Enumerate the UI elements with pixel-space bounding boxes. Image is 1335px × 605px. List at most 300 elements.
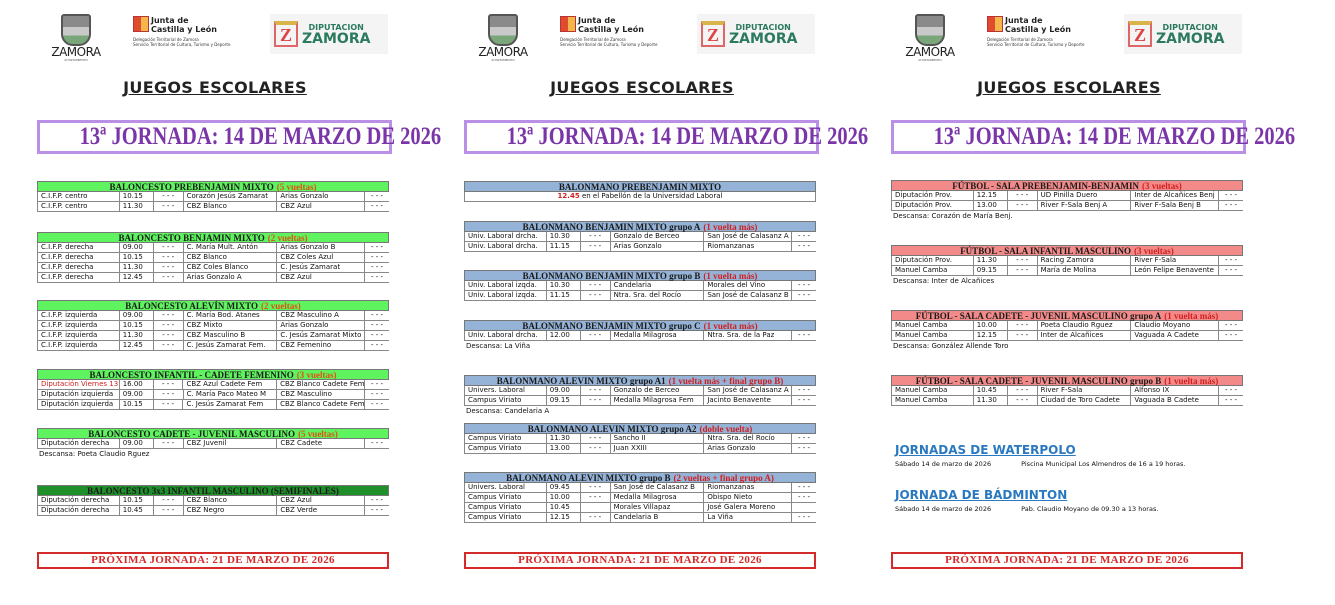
score-cell: - - - (1225, 396, 1238, 404)
table-row (37, 311, 389, 321)
diputacion-line2: ZAMORA (1156, 30, 1225, 47)
home-team-cell: C. Jesús Zamarat Fem (183, 400, 277, 409)
home-team-cell: Medalla Milagrosa Fem (611, 396, 705, 405)
home-team-cell: María de Molina (1038, 266, 1132, 275)
separator-cell: - - - (581, 396, 611, 405)
time-cell: 10.45 (547, 503, 581, 512)
junta-subtitle (560, 37, 700, 47)
score-cell: - - - (798, 434, 811, 442)
home-team-cell: Gonzalo de Berceo (611, 386, 705, 395)
time-cell: 09.00 (120, 243, 154, 252)
table-row (37, 506, 389, 516)
separator-cell (581, 503, 611, 512)
table-row (464, 483, 816, 493)
section-title: BALONMANO BENJAMIN MIXTO grupo C (522, 321, 701, 331)
away-team-cell: Vaguada A Cadete (1131, 331, 1219, 340)
jornada-title: 13ª JORNADA: 14 DE MARZO DE 2026 (933, 123, 1296, 150)
section-rounds: (2 vueltas) (267, 233, 308, 243)
table-row (37, 202, 389, 212)
away-team-cell: Ntra. Sra. de la Paz (704, 331, 792, 340)
separator-cell: - - - (1008, 201, 1038, 210)
table-row (37, 192, 389, 202)
score-cell: - - - (798, 232, 811, 240)
table-row (37, 321, 389, 331)
venue-cell: Diputación Viernes 13 (38, 380, 120, 389)
venue-cell: Univ. Laboral izqda. (465, 291, 547, 300)
score-cell: - - - (371, 263, 384, 271)
table-row (464, 503, 816, 513)
away-team-cell: CBZ Azul (277, 273, 365, 282)
score-cell: - - - (798, 396, 811, 404)
time-cell: 13.00 (547, 444, 581, 453)
separator-cell: - - - (154, 321, 184, 330)
logo-zamora-text: ZAMORA (51, 45, 101, 59)
section-title: BALONCESTO 3x3 INFANTIL MASCULINO (SEMIFINALES) (87, 486, 339, 496)
home-team-cell: CBZ Coles Blanco (184, 263, 278, 272)
venue-cell: Univers. Laboral (465, 483, 547, 492)
logo-junta-castilla-leon (560, 16, 700, 47)
table-row (891, 256, 1243, 266)
venue-cell: Univ. Laboral drcha. (465, 331, 547, 340)
page-heading: JUEGOS ESCOLARES (123, 78, 307, 97)
diputacion-name (729, 23, 797, 46)
score-cell: - - - (798, 242, 811, 250)
diputacion-emblem-icon: Z (274, 21, 298, 47)
away-team-cell: Arias Gonzalo (704, 444, 792, 453)
single-time: 12.45 (557, 192, 580, 200)
away-team-cell: San José de Calasanz B (704, 291, 792, 300)
score-cell (792, 503, 816, 512)
score-cell: - - - (371, 253, 384, 261)
next-jornada-banner: PRÓXIMA JORNADA: 21 DE MARZO DE 2026 (464, 552, 816, 569)
diputacion-line1: DIPUTACION (308, 22, 364, 32)
junta-line1: Junta de (578, 16, 616, 25)
separator-cell: - - - (581, 281, 611, 290)
home-team-cell: CBZ Negro (184, 506, 278, 515)
event-detail: Pab. Claudio Moyano de 09.30 a 13 horas. (1021, 505, 1159, 513)
junta-sub2: Servicio Territorial de Cultura, Turismo y Deporte (560, 42, 658, 47)
separator-cell: - - - (154, 273, 184, 282)
section-rounds: (doble vuelta) (699, 424, 753, 434)
separator-cell: - - - (154, 311, 184, 320)
diputacion-name (1156, 23, 1224, 46)
away-team-cell: CBZ Blanco Cadete Fem (277, 380, 365, 389)
time-cell: 11.30 (120, 202, 154, 211)
home-team-cell: Medalla Milagrosa (611, 493, 705, 502)
separator-cell: - - - (581, 331, 611, 340)
home-team-cell: C. María Mult. Antón (184, 243, 278, 252)
time-cell: 11.30 (120, 331, 154, 340)
venue-cell: Campus Viriato (465, 503, 547, 512)
section-header (464, 320, 816, 331)
home-team-cell: Medalla Milagrosa (611, 331, 705, 340)
separator-cell: - - - (154, 506, 184, 515)
time-cell: 09.15 (547, 396, 581, 405)
score-cell: - - - (798, 444, 811, 452)
rest-note: Descansa: Inter de Alcañices (893, 277, 995, 285)
away-team-cell: Arias Gonzalo (277, 321, 365, 330)
junta-line1: Junta de (1005, 16, 1043, 25)
section-title: FÚTBOL - SALA PREBENJAMIN-BENJAMIN (952, 181, 1140, 191)
section-rounds: (1 vuelta más) (703, 222, 758, 232)
score-cell: - - - (371, 439, 384, 447)
junta-flag-icon (133, 16, 149, 32)
schedule-section (37, 369, 389, 410)
rest-note: Descansa: González Allende Toro (893, 342, 1009, 350)
table-row (464, 386, 816, 396)
away-team-cell: La Viña (704, 513, 792, 522)
next-jornada-banner: PRÓXIMA JORNADA: 21 DE MARZO DE 2026 (37, 552, 389, 569)
section-rounds: (5 vueltas) (298, 429, 338, 439)
table-row (37, 400, 389, 410)
separator-cell: - - - (581, 444, 611, 453)
home-team-cell: CBZ Juvenil (184, 439, 278, 448)
junta-sub2: Servicio Territorial de Cultura, Turismo y Deporte (987, 42, 1085, 47)
event-title: JORNADA DE BÁDMINTON (895, 488, 1068, 502)
away-team-cell: C. Jesús Zamarat Mixto (277, 331, 365, 340)
jornada-title: 13ª JORNADA: 14 DE MARZO DE 2026 (506, 123, 869, 150)
away-team-cell: Morales del Vino (704, 281, 792, 290)
separator-cell: - - - (1008, 331, 1038, 340)
junta-name (151, 16, 217, 34)
away-team-cell: CBZ Coles Azul (277, 253, 365, 262)
junta-sub2: Servicio Territorial de Cultura, Turismo y Deporte (133, 42, 231, 47)
junta-name (1005, 16, 1071, 34)
single-info-row (464, 192, 816, 202)
section-header (464, 472, 816, 483)
time-cell: 11.30 (974, 256, 1008, 265)
logo-zamora-sub: AYUNTAMIENTO (918, 58, 942, 62)
section-header (464, 270, 816, 281)
junta-flag-icon (560, 16, 576, 32)
separator-cell: - - - (581, 291, 611, 300)
venue-cell: Diputación Prov. (892, 191, 974, 200)
home-team-cell: River F-Sala (1038, 386, 1132, 395)
diputacion-emblem-icon: Z (1128, 21, 1152, 47)
separator-cell: - - - (154, 380, 184, 389)
separator-cell: - - - (154, 439, 184, 448)
time-cell: 12.15 (547, 513, 581, 522)
home-team-cell: CBZ Masculino B (184, 331, 278, 340)
separator-cell: - - - (1008, 256, 1038, 265)
venue-cell: C.I.F.P. izquierda (38, 331, 120, 340)
event-title: JORNADAS DE WATERPOLO (895, 443, 1076, 457)
score-cell: - - - (371, 380, 384, 388)
time-cell: 11.15 (547, 242, 581, 251)
junta-line1: Junta de (151, 16, 189, 25)
score-cell: - - - (1225, 266, 1238, 274)
time-cell: 12.45 (120, 273, 154, 282)
away-team-cell: Arias Gonzalo (277, 192, 365, 201)
next-jornada-banner: PRÓXIMA JORNADA: 21 DE MARZO DE 2026 (891, 552, 1243, 569)
score-cell: - - - (798, 281, 811, 289)
time-cell: 10.45 (974, 386, 1008, 395)
separator-cell: - - - (1008, 396, 1038, 405)
home-team-cell: CBZ Mixto (184, 321, 278, 330)
schedule-section (37, 181, 389, 212)
score-cell: - - - (371, 400, 384, 408)
time-cell: 11.30 (120, 263, 154, 272)
venue-cell: Univ. Laboral drcha. (465, 232, 547, 241)
section-rounds: (3 vueltas) (1134, 246, 1174, 256)
logo-ayuntamiento-zamora (45, 14, 107, 62)
logo-zamora-text: ZAMORA (905, 45, 955, 59)
away-team-cell: Riomanzanas (704, 242, 792, 251)
schedule-section (464, 472, 816, 523)
venue-cell: C.I.F.P. derecha (38, 263, 120, 272)
away-team-cell: Ntra. Sra. del Rocío (704, 434, 792, 443)
time-cell: 10.00 (974, 321, 1008, 330)
home-team-cell: Racing Zamora (1038, 256, 1132, 265)
venue-cell: Campus Viriato (465, 396, 547, 405)
schedule-section (464, 423, 816, 454)
away-team-cell: Jacinto Benavente (704, 396, 792, 405)
schedule-section (891, 180, 1243, 221)
section-title: BALONCESTO ALEVÍN MIXTO (125, 301, 258, 311)
section-header (464, 423, 816, 434)
section-header (37, 300, 389, 311)
home-team-cell: CBZ Blanco (184, 202, 278, 211)
junta-line2: Castilla y León (1005, 25, 1071, 34)
score-cell: - - - (371, 341, 384, 349)
junta-sub1: Delegación Territorial de Zamora (133, 37, 199, 42)
venue-cell: Manuel Camba (892, 321, 974, 330)
table-row (37, 263, 389, 273)
score-cell: - - - (371, 496, 384, 504)
table-row (37, 273, 389, 283)
section-header (37, 428, 389, 439)
away-team-cell: CBZ Azul (277, 202, 365, 211)
home-team-cell: San José de Calasanz B (611, 483, 705, 492)
section-rounds: (1 vuelta más) (703, 271, 758, 281)
home-team-cell: Candelaria B (611, 513, 705, 522)
section-rounds: (5 vueltas) (276, 182, 317, 192)
page-heading: JUEGOS ESCOLARES (550, 78, 734, 97)
panel-baloncesto (35, 0, 442, 605)
diputacion-name (302, 23, 370, 46)
score-cell: - - - (371, 321, 384, 329)
separator-cell: - - - (154, 390, 184, 399)
score-cell: - - - (798, 513, 811, 521)
separator-cell: - - - (1008, 266, 1038, 275)
table-row (37, 243, 389, 253)
section-header (891, 310, 1243, 321)
separator-cell: - - - (154, 400, 184, 409)
time-cell: 11.30 (547, 434, 581, 443)
home-team-cell: Poeta Claudio Rguez (1038, 321, 1132, 330)
venue-cell: C.I.F.P. derecha (38, 273, 120, 282)
section-header (464, 181, 816, 192)
away-team-cell: Inter de Alcañices Benj (1131, 191, 1219, 200)
score-cell: - - - (1225, 321, 1238, 329)
table-row (891, 201, 1243, 211)
score-cell: - - - (798, 291, 811, 299)
home-team-cell: Ntra. Sra. del Rocío (611, 291, 705, 300)
table-row (464, 396, 816, 406)
section-title: BALONMANO ALEVIN MIXTO grupo B (506, 473, 671, 483)
venue-cell: Diputación derecha (38, 496, 120, 505)
event-detail: Piscina Municipal Los Almendros de 16 a 19 horas. (1021, 460, 1186, 468)
section-rounds: (1 vuelta más + final grupo B) (668, 376, 784, 386)
junta-subtitle (133, 37, 273, 47)
score-cell: - - - (1225, 256, 1238, 264)
away-team-cell: CBZ Blanco Cadete Fem (277, 400, 365, 409)
table-row (37, 439, 389, 449)
schedule-section (891, 310, 1243, 351)
score-cell: - - - (371, 273, 384, 281)
time-cell: 10.15 (120, 253, 154, 262)
score-cell: - - - (371, 243, 384, 251)
logo-zamora-sub: AYUNTAMIENTO (64, 58, 88, 62)
separator-cell: - - - (581, 232, 611, 241)
time-cell: 09.00 (120, 311, 154, 320)
venue-cell: Campus Viriato (465, 493, 547, 502)
time-cell: 11.15 (547, 291, 581, 300)
section-title: BALONMANO ALEVIN MIXTO grupo A2 (527, 424, 697, 434)
junta-subtitle (987, 37, 1127, 47)
home-team-cell: Corazón Jesús Zamarat (184, 192, 278, 201)
venue-cell: C.I.F.P. centro (38, 192, 120, 201)
time-cell: 10.15 (120, 496, 154, 505)
away-team-cell: CBZ Azul (277, 496, 365, 505)
venue-cell: C.I.F.P. izquierda (38, 311, 120, 320)
rest-note: Descansa: La Viña (466, 342, 531, 350)
time-cell: 09.45 (547, 483, 581, 492)
schedule-section (37, 485, 389, 516)
venue-cell: Diputación derecha (38, 439, 120, 448)
section-header (891, 245, 1243, 256)
section-header (464, 375, 816, 386)
home-team-cell: CBZ Blanco (184, 496, 278, 505)
section-header (37, 181, 389, 192)
time-cell: 12.00 (547, 331, 581, 340)
section-title: BALONCESTO INFANTIL - CADETE FEMENINO (89, 370, 294, 380)
section-header (891, 375, 1243, 386)
schedule-section (464, 270, 816, 301)
time-cell: 12.15 (974, 331, 1008, 340)
venue-cell: Campus Viriato (465, 513, 547, 522)
score-cell: - - - (371, 390, 384, 398)
section-title: FÚTBOL - SALA CADETE - JUVENIL MASCULINO grupo A (915, 311, 1162, 321)
table-row (891, 331, 1243, 341)
venue-cell: Univers. Laboral (465, 386, 547, 395)
table-row (891, 396, 1243, 406)
diputacion-line2: ZAMORA (729, 30, 798, 47)
schedule-section (464, 221, 816, 252)
time-cell: 10.30 (547, 232, 581, 241)
away-team-cell: C. Jesús Zamarat (277, 263, 365, 272)
table-row (464, 444, 816, 454)
section-rounds: (2 vueltas + final grupo A) (673, 473, 774, 483)
venue-cell: Manuel Camba (892, 396, 974, 405)
table-row (464, 242, 816, 252)
separator-cell: - - - (581, 493, 611, 502)
venue-cell: C.I.F.P. derecha (38, 253, 120, 262)
away-team-cell: CBZ Cadete (277, 439, 365, 448)
home-team-cell: Inter de Alcañices (1038, 331, 1132, 340)
logo-zamora-text: ZAMORA (478, 45, 528, 59)
section-title: BALONMANO PREBENJAMIN MIXTO (558, 182, 722, 192)
separator-cell: - - - (581, 483, 611, 492)
section-header (37, 369, 389, 380)
table-row (464, 513, 816, 523)
venue-cell: Manuel Camba (892, 266, 974, 275)
away-team-cell: León Felipe Benavente (1131, 266, 1219, 275)
home-team-cell: CBZ Azul Cadete Fem (183, 380, 277, 389)
section-rounds: (3 vueltas) (296, 370, 337, 380)
separator-cell: - - - (1008, 321, 1038, 330)
score-cell: - - - (371, 202, 384, 210)
schedule-section (891, 375, 1243, 406)
coat-of-arms-icon (61, 14, 91, 46)
logo-zamora-sub: AYUNTAMIENTO (491, 58, 515, 62)
event-block (895, 443, 1185, 468)
venue-cell: Diputación Prov. (892, 256, 974, 265)
score-cell: - - - (798, 331, 811, 339)
section-header (37, 485, 389, 496)
jornada-title-box (891, 120, 1296, 154)
jornada-title-box (37, 120, 442, 154)
separator-cell: - - - (581, 434, 611, 443)
away-team-cell: River F-Sala (1131, 256, 1219, 265)
time-cell: 09.15 (974, 266, 1008, 275)
venue-cell: Diputación Prov. (892, 201, 974, 210)
away-team-cell: San José de Calasanz A (704, 232, 792, 241)
time-cell: 09.00 (120, 439, 154, 448)
venue-cell: Univ. Laboral drcha. (465, 242, 547, 251)
home-team-cell: Candelaria (611, 281, 705, 290)
jornada-title-box (464, 120, 869, 154)
score-cell: - - - (1225, 331, 1238, 339)
table-row (891, 191, 1243, 201)
event-details (895, 460, 1185, 468)
time-cell: 10.15 (120, 321, 154, 330)
time-cell: 10.15 (120, 400, 154, 409)
time-cell: 10.45 (120, 506, 154, 515)
time-cell: 11.30 (974, 396, 1008, 405)
separator-cell: - - - (154, 243, 184, 252)
section-title: BALONMANO BENJAMIN MIXTO grupo B (522, 271, 701, 281)
single-text: en el Pabellón de la Universidad Laboral (581, 192, 723, 200)
logo-ayuntamiento-zamora (899, 14, 961, 62)
score-cell: - - - (371, 192, 384, 200)
event-block (895, 488, 1158, 513)
time-cell: 13.00 (974, 201, 1008, 210)
section-title: FÚTBOL - SALA INFANTIL MASCULINO (960, 246, 1132, 256)
time-cell: 10.00 (547, 493, 581, 502)
section-title: BALONMANO ALEVIN MIXTO grupo A1 (496, 376, 666, 386)
table-row (37, 390, 389, 400)
separator-cell: - - - (581, 513, 611, 522)
venue-cell: C.I.F.P. izquierda (38, 341, 120, 350)
separator-cell: - - - (154, 331, 184, 340)
diputacion-line1: DIPUTACION (735, 22, 791, 32)
section-title: BALONCESTO CADETE - JUVENIL MASCULINO (88, 429, 296, 439)
page-heading: JUEGOS ESCOLARES (977, 78, 1161, 97)
coat-of-arms-icon (488, 14, 518, 46)
score-cell: - - - (371, 506, 384, 514)
home-team-cell: River F-Sala Benj A (1038, 201, 1132, 210)
table-row (37, 331, 389, 341)
event-date: Sábado 14 de marzo de 2026 (895, 460, 992, 468)
separator-cell: - - - (154, 202, 184, 211)
away-team-cell: CBZ Verde (277, 506, 365, 515)
panel-balonmano (462, 0, 869, 605)
away-team-cell: Alfonso IX (1131, 386, 1219, 395)
table-row (464, 493, 816, 503)
away-team-cell: Riomanzanas (704, 483, 792, 492)
diputacion-emblem-icon: Z (701, 21, 725, 47)
